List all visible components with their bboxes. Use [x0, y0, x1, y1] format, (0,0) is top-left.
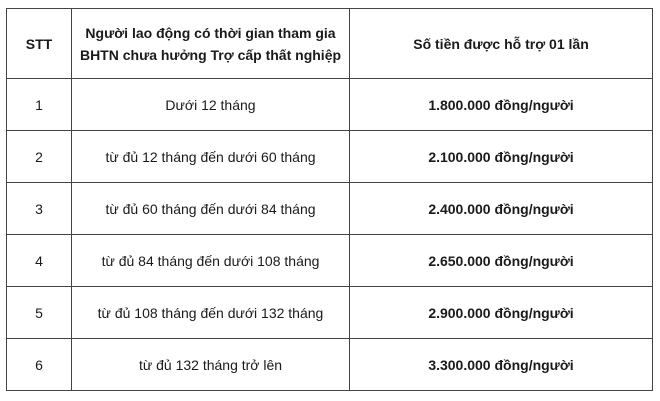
cell-amount: 2.100.000 đồng/người [350, 131, 653, 183]
cell-amount: 2.650.000 đồng/người [350, 235, 653, 287]
cell-duration: từ đủ 12 tháng đến dưới 60 tháng [72, 131, 350, 183]
table-row [7, 287, 653, 339]
header-stt: STT [7, 9, 72, 79]
cell-duration: Dưới 12 tháng [72, 79, 350, 131]
table-row [7, 131, 653, 183]
header-amount: Số tiền được hỗ trợ 01 lần [350, 9, 653, 79]
cell-stt: 1 [7, 79, 72, 131]
cell-duration: từ đủ 84 tháng đến dưới 108 tháng [72, 235, 350, 287]
table-header-row [7, 9, 653, 79]
table-row [7, 339, 653, 391]
cell-amount: 2.900.000 đồng/người [350, 287, 653, 339]
table-row [7, 79, 653, 131]
cell-duration: từ đủ 108 tháng đến dưới 132 tháng [72, 287, 350, 339]
cell-duration: từ đủ 132 tháng trở lên [72, 339, 350, 391]
cell-stt: 4 [7, 235, 72, 287]
cell-stt: 6 [7, 339, 72, 391]
header-duration: Người lao động có thời gian tham gia BHTN chưa hưởng Trợ cấp thất nghiệp [72, 9, 350, 79]
cell-amount: 2.400.000 đồng/người [350, 183, 653, 235]
support-amount-table [6, 8, 653, 391]
cell-stt: 3 [7, 183, 72, 235]
cell-stt: 2 [7, 131, 72, 183]
cell-amount: 1.800.000 đồng/người [350, 79, 653, 131]
cell-amount: 3.300.000 đồng/người [350, 339, 653, 391]
cell-stt: 5 [7, 287, 72, 339]
cell-duration: từ đủ 60 tháng đến dưới 84 tháng [72, 183, 350, 235]
table-row [7, 183, 653, 235]
table-row [7, 235, 653, 287]
